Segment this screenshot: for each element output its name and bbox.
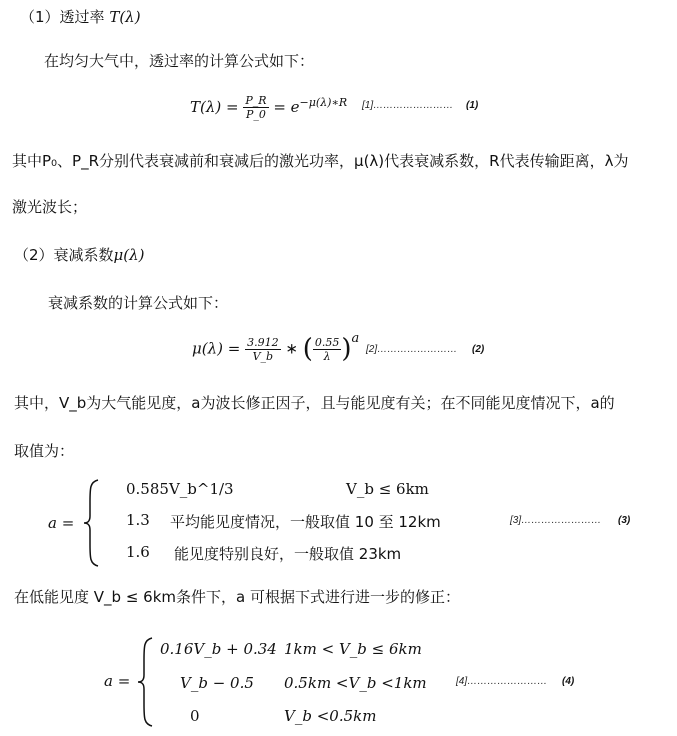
- eq2-reference: [2]……………………: [366, 344, 458, 355]
- eq4-row3-condition: V_b <0.5km: [284, 707, 377, 725]
- eq2-lhs: μ(λ) =: [192, 339, 241, 358]
- section-2-description-line2: 取值为：: [14, 442, 75, 460]
- eq1-fraction: [243, 94, 268, 121]
- section-1-heading-text: （1）透过率: [20, 8, 105, 26]
- eq4-row2-value: V_b − 0.5: [180, 674, 254, 692]
- section-2-intro: 衰减系数的计算公式如下：: [48, 294, 229, 312]
- eq4-row1-condition: 1km < V_b ≤ 6km: [284, 640, 422, 658]
- section-2-heading: [14, 244, 145, 265]
- eq4-row2-condition: 0.5km <V_b <1km: [284, 674, 427, 692]
- eq3-row3-condition: 能见度特别良好，一般取值 23km: [174, 545, 402, 563]
- equation-2: [192, 330, 360, 364]
- section-1-intro: 在均匀大气中，透过率的计算公式如下：: [44, 52, 315, 70]
- eq2-fraction-1: [245, 336, 281, 363]
- section-1-heading: [20, 6, 141, 27]
- eq2-left-paren: (: [302, 334, 313, 364]
- eq2-number: (2): [472, 344, 485, 355]
- section-2-description-line1: 其中，V_b为大气能见度，a为波长修正因子，且与能见度有关；在不同能见度情况下，a的: [14, 394, 615, 412]
- eq3-row2-condition: 平均能见度情况，一般取值 10 至 12km: [170, 513, 441, 531]
- eq4-row1-value: 0.16V_b + 0.34: [160, 640, 277, 658]
- eq2-right-paren: ): [341, 334, 352, 364]
- eq3-row2-value: 1.3: [126, 511, 150, 529]
- eq4-number: (4): [562, 676, 575, 687]
- eq2-fraction-2: [313, 336, 342, 363]
- eq3-lhs: a =: [48, 514, 75, 532]
- eq2-exponent: a: [351, 330, 360, 346]
- eq4-row3-value: 0: [190, 707, 200, 725]
- eq3-row1-value: 0.585V_b^1/3: [126, 480, 234, 498]
- eq2-frac2-den: λ: [323, 349, 331, 363]
- equation-1: [190, 94, 347, 121]
- eq4-reference: [4]……………………: [456, 676, 548, 687]
- eq4-brace: [136, 636, 156, 728]
- eq3-row3-value: 1.6: [126, 543, 150, 561]
- section-1-description-line1: 其中P₀、P_R分别代表衰减前和衰减后的激光功率，μ(λ)代表衰减系数，R代表传输距离，λ为: [12, 152, 629, 170]
- eq1-exponent: −μ(λ)∗R: [299, 96, 348, 109]
- eq1-reference: [1]……………………: [362, 100, 454, 111]
- eq3-number: (3): [618, 515, 631, 526]
- section-2-heading-text: （2）衰减系数: [14, 246, 114, 264]
- eq1-number: (1): [466, 100, 479, 111]
- eq2-frac1-den: V_b: [252, 349, 274, 363]
- eq1-frac-den: P_0: [245, 108, 266, 121]
- eq2-multiply: ∗: [285, 339, 298, 358]
- eq1-mid: = e: [273, 98, 300, 116]
- eq3-row1-condition: V_b ≤ 6km: [346, 480, 429, 498]
- section-1-heading-math: T(λ): [109, 8, 141, 26]
- low-visibility-text: 在低能见度 V_b ≤ 6km条件下，a 可根据下式进行进一步的修正：: [14, 588, 460, 606]
- eq2-frac2-num: 0.55: [314, 335, 340, 349]
- eq1-lhs: T(λ) =: [190, 98, 239, 116]
- eq3-brace: [82, 478, 102, 568]
- section-1-description-line2: 激光波长；: [12, 198, 88, 216]
- eq1-frac-num: P_R: [245, 94, 267, 107]
- eq4-lhs: a =: [104, 672, 131, 690]
- eq2-frac1-num: 3.912: [247, 335, 279, 349]
- section-2-heading-math: μ(λ): [113, 246, 145, 264]
- eq3-reference: [3]……………………: [510, 515, 602, 526]
